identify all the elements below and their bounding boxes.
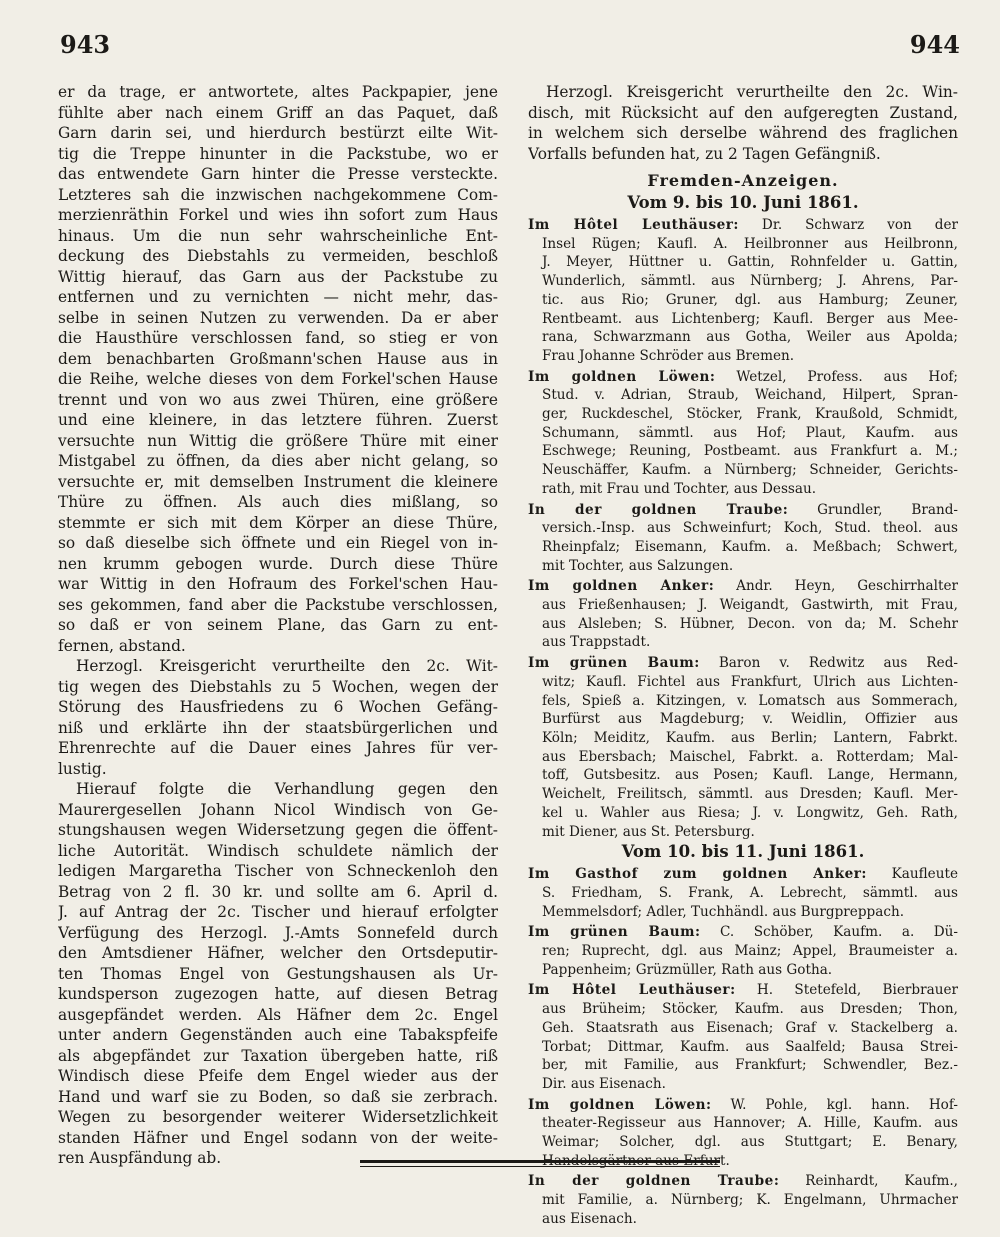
text-line: das entwendete Garn hinter die Presse versteckte. xyxy=(58,165,498,183)
text-line: so daß dieselbe sich öffnete und ein Riegel von in- xyxy=(58,534,498,552)
text-line: Neuschäffer, Kaufm. a Nürnberg; Schneider, Gerichts- xyxy=(542,462,958,479)
text-line: liche Autorität. Windisch schuldete nämlich der xyxy=(58,841,498,860)
text-line: Störung des Hausfriedens zu 6 Wochen Gefäng- xyxy=(58,698,498,716)
text-line: dem benachbarten Großmann'schen Hause aus in xyxy=(58,349,498,368)
paragraph xyxy=(58,82,498,656)
page-number-left: 943 xyxy=(60,30,111,59)
text-line: Maurergesellen Johann Nicol Windisch von Ge- xyxy=(58,800,498,819)
hotel-entry xyxy=(528,501,958,576)
hotel-entry-first-line: In der goldnen Traube: Grundler, Brand- xyxy=(528,501,958,518)
text-line: Betrag von 2 fl. 30 kr. und sollte am 6. April d. xyxy=(58,882,498,901)
text-line: so daß er von seinem Plane, das Garn zu ent- xyxy=(58,616,498,634)
hotel-name: Im grünen Baum: xyxy=(528,924,701,941)
text-line: Handelsgärtner aus Erfurt. xyxy=(542,1152,730,1169)
text-line: S. Friedham, S. Frank, A. Lebrecht, sämmtl. aus xyxy=(542,884,958,901)
text-line: Garn darin sei, und hierdurch bestürzt eilte Wit- xyxy=(58,124,498,142)
text-line: Köln; Meiditz, Kaufm. aus Berlin; Lantern, Fabrkt. xyxy=(542,729,958,746)
date-range-heading: Vom 9. bis 10. Juni 1861. xyxy=(627,193,859,212)
page-number-right: 944 xyxy=(909,30,960,59)
text-line: versuchte er, mit demselben Instrument die kleinere xyxy=(58,472,498,491)
hotel-name: Im goldnen Löwen: xyxy=(528,368,716,385)
text-line: stemmte er sich mit dem Körper an diese Thüre, xyxy=(58,513,498,532)
text-line: Hand und warf sie zu Boden, so daß sie zerbrach. xyxy=(58,1087,498,1106)
text-line: aus Brüheim; Stöcker, Kaufm. aus Dresden; Thon, xyxy=(542,1001,958,1018)
text-line: ber, mit Familie, aus Frankfurt; Schwendler, Bez.- xyxy=(542,1057,958,1074)
hotel-name: Im goldnen Anker: xyxy=(528,578,715,595)
text-line: entfernen und zu vernichten — nicht mehr, das- xyxy=(58,288,498,306)
text-line: ausgepfändet werden. Als Häfner dem 2c. Engel xyxy=(58,1005,498,1024)
text-line: und eine kleinere, in das letztere führen. Zuerst xyxy=(58,411,498,429)
text-line: Verfügung des Herzogl. J.-Amts Sonnefeld durch xyxy=(58,923,498,942)
text-line: hinaus. Um die nun sehr wahrscheinliche Ent- xyxy=(58,226,498,245)
text-line: fernen, abstand. xyxy=(58,636,186,655)
text-line: merzienräthin Forkel und wies ihn sofort zum Haus xyxy=(58,206,498,224)
text-line: Herzogl. Kreisgericht verurtheilte den 2c. Win- xyxy=(546,83,958,101)
text-line: Geh. Staatsrath aus Eisenach; Graf v. Stackelberg a. xyxy=(542,1019,958,1036)
text-line: Letzteres sah die inzwischen nachgekommene Com- xyxy=(58,185,498,204)
section-heading: Fremden-Anzeigen. xyxy=(647,171,839,190)
hotel-entry xyxy=(528,654,958,841)
text-line: mit Tochter, aus Salzungen. xyxy=(542,557,734,574)
text-line: fels, Spieß a. Kitzingen, v. Lomatsch aus Sommerach, xyxy=(542,692,958,709)
hotel-name: Im Hôtel Leuthäuser: xyxy=(528,982,736,999)
text-line: Windisch diese Pfeife dem Engel wieder aus der xyxy=(58,1067,498,1085)
date-range-heading: Vom 10. bis 11. Juni 1861. xyxy=(621,842,865,862)
text-line: lustig. xyxy=(58,759,107,778)
text-line: er da trage, er antwortete, altes Packpapier, jene xyxy=(58,83,498,101)
hotel-entry-first-line: Im goldnen Löwen: Wetzel, Profess. aus Hof; xyxy=(528,368,958,385)
hotel-entry-first-line: Im grünen Baum: C. Schöber, Kaufm. a. Dü- xyxy=(528,924,958,941)
text-line: Pappenheim; Grüzmüller, Rath aus Gotha. xyxy=(542,961,833,978)
text-line: Weichelt, Freilitsch, sämmtl. aus Dresden; Kaufl. Mer- xyxy=(542,786,958,803)
text-line: die Hausthüre verschlossen fand, so stieg er von xyxy=(58,329,498,347)
hotel-name: Im goldnen Löwen: xyxy=(528,1096,712,1113)
text-line: aus Eisenach. xyxy=(542,1210,637,1227)
text-line: rath, mit Frau und Tochter, aus Dessau. xyxy=(542,480,817,497)
text-line: Memmelsdorf; Adler, Tuchhändl. aus Burgpreppach. xyxy=(542,903,905,920)
text-line: Burfürst aus Magdeburg; v. Weidlin, Offizier aus xyxy=(542,711,958,728)
hotel-entry xyxy=(528,923,958,979)
text-line: Insel Rügen; Kaufl. A. Heilbronner aus Heilbronn, xyxy=(542,235,958,252)
text-line: aus Alsleben; S. Hübner, Decon. von da; M. Schehr xyxy=(542,615,958,632)
text-line: Mistgabel zu öffnen, da dies aber nicht gelang, so xyxy=(58,452,498,470)
hotel-entry-first-line: Im Hôtel Leuthäuser: H. Stetefeld, Bierbrauer xyxy=(528,982,958,999)
hotel-entry-first-line: Im Hôtel Leuthäuser: Dr. Schwarz von der xyxy=(528,217,958,233)
text-line: ledigen Margaretha Tischer von Schneckenloh den xyxy=(58,862,498,880)
text-line: selbe in seinen Nutzen zu verwenden. Da er aber xyxy=(58,308,498,327)
left-column xyxy=(58,82,498,1169)
text-line: tig wegen des Diebstahls zu 5 Wochen, wegen der xyxy=(58,677,498,696)
paragraph xyxy=(58,656,498,779)
text-line: Wittig hierauf, das Garn aus der Packstube zu xyxy=(58,267,498,286)
text-line: Wunderlich, sämmtl. aus Nürnberg; J. Ahrens, Par- xyxy=(542,273,958,290)
text-line: versuchte nun Wittig die größere Thüre mit einer xyxy=(58,431,498,450)
text-line: Herzogl. Kreisgericht verurtheilte den 2c. Wit- xyxy=(76,657,498,675)
text-line: die Reihe, welche dieses von dem Forkel'schen Hause xyxy=(58,370,498,388)
text-line: Thüre zu öffnen. Als auch dies mißlang, so xyxy=(58,493,498,511)
text-line: den Amtsdiener Häfner, welcher den Ortsdeputir- xyxy=(58,944,498,962)
hotel-entry xyxy=(528,216,958,366)
text-line: ren; Ruprecht, dgl. aus Mainz; Appel, Braumeister a. xyxy=(542,943,958,960)
paragraph xyxy=(58,779,498,1169)
text-line: nen krumm gebogen wurde. Durch diese Thüre xyxy=(58,554,498,573)
text-line: kel u. Wahler aus Riesa; J. v. Longwitz, Geh. Rath, xyxy=(542,804,958,821)
hotel-entry-first-line: Im grünen Baum: Baron v. Redwitz aus Red- xyxy=(528,655,958,672)
hotel-name: Im Gasthof zum goldnen Anker: xyxy=(528,866,867,883)
text-line: tic. aus Rio; Gruner, dgl. aus Hamburg; Zeuner, xyxy=(542,291,958,308)
text-line: aus Ebersbach; Maischel, Fabrkt. a. Rotterdam; Mal- xyxy=(542,748,958,765)
hotel-name: In der goldnen Traube: xyxy=(528,1173,780,1190)
hotel-entry xyxy=(528,865,958,921)
hotel-entry xyxy=(528,368,958,499)
hotel-entry-first-line: Im goldnen Anker: Andr. Heyn, Geschirrhalter xyxy=(528,578,958,595)
text-line: standen Häfner und Engel sodann von der weite- xyxy=(58,1128,498,1147)
text-line: Torbat; Dittmar, Kaufm. aus Saalfeld; Bausa Strei- xyxy=(542,1038,958,1055)
text-line: Wegen zu besorgender weiterer Widersetzlichkeit xyxy=(58,1108,498,1126)
text-line: toff, Gutsbesitz. aus Posen; Kaufl. Lange, Hermann, xyxy=(542,767,958,784)
text-line: niß und erklärte ihn der staatsbürgerlichen und xyxy=(58,718,498,737)
text-line: Frau Johanne Schröder aus Bremen. xyxy=(542,347,795,364)
text-line: tig die Treppe hinunter in die Packstube, wo er xyxy=(58,144,498,163)
text-line: stungshausen wegen Widersetzung gegen die öffent- xyxy=(58,821,498,839)
text-line: in welchem sich derselbe während des fraglichen xyxy=(528,124,958,142)
text-line: kundsperson zugezogen hatte, auf diesen Betrag xyxy=(58,985,498,1003)
hotel-entry xyxy=(528,577,958,652)
text-line: J. auf Antrag der 2c. Tischer und hierauf erfolgter xyxy=(58,903,498,921)
text-line: Vorfalls befunden hat, zu 2 Tagen Gefängniß. xyxy=(528,144,881,163)
text-line: Rheinpfalz; Eisemann, Kaufm. a. Meßbach; Schwert, xyxy=(542,538,958,555)
text-line: aus Frießenhausen; J. Weigandt, Gastwirth, mit Frau, xyxy=(542,597,958,614)
text-line: ses gekommen, fand aber die Packstube verschlossen, xyxy=(58,595,498,614)
text-line: unter andern Gegenständen auch eine Tabakspfeife xyxy=(58,1026,498,1044)
text-line: Rentbeamt. aus Lichtenberg; Kaufl. Berger aus Mee- xyxy=(542,310,958,327)
hotel-name: Im grünen Baum: xyxy=(528,655,700,672)
text-line: versich.-Insp. aus Schweinfurt; Koch, Stud. theol. aus xyxy=(542,520,958,537)
text-line: aus Trappstadt. xyxy=(542,634,651,651)
text-line: war Wittig in den Hofraum des Forkel'schen Hau- xyxy=(58,575,498,593)
text-line: ren Auspfändung ab. xyxy=(58,1149,222,1167)
hotel-entry xyxy=(528,981,958,1093)
hotel-entry-first-line: In der goldnen Traube: Reinhardt, Kaufm., xyxy=(528,1173,958,1190)
text-line: Ehrenrechte auf die Dauer eines Jahres für ver- xyxy=(58,739,498,757)
text-line: als abgepfändet zur Taxation übergeben hatte, riß xyxy=(58,1046,498,1065)
text-line: ten Thomas Engel von Gestungshausen als Ur- xyxy=(58,964,498,983)
text-line: Hierauf folgte die Verhandlung gegen den xyxy=(76,780,498,798)
hotel-entry-first-line: Im Gasthof zum goldnen Anker: Kaufleute xyxy=(528,866,958,883)
right-column xyxy=(528,82,958,1229)
text-line: Schumann, sämmtl. aus Hof; Plaut, Kaufm. aus xyxy=(542,424,958,441)
text-line: fühlte aber nach einem Griff an das Paquet, daß xyxy=(58,103,498,122)
text-line: witz; Kaufl. Fichtel aus Frankfurt, Ulrich aus Lichten- xyxy=(542,673,958,690)
end-rule xyxy=(360,1160,720,1167)
hotel-name: Im Hôtel Leuthäuser: xyxy=(528,217,739,233)
text-line: Eschwege; Reuning, Postbeamt. aus Frankfurt a. M.; xyxy=(542,443,958,460)
text-line: Stud. v. Adrian, Straub, Weichand, Hilpert, Spran- xyxy=(542,387,958,404)
text-line: Dir. aus Eisenach. xyxy=(542,1075,666,1092)
text-line: mit Familie, a. Nürnberg; K. Engelmann, Uhrmacher xyxy=(542,1192,958,1209)
text-line: theater-Regisseur aus Hannover; A. Hille, Kaufm. aus xyxy=(542,1115,958,1132)
text-line: rana, Schwarzmann aus Gotha, Weiler aus Apolda; xyxy=(542,329,958,346)
hotel-name: In der goldnen Traube: xyxy=(528,501,789,518)
text-line: J. Meyer, Hüttner u. Gattin, Rohnfelder u. Gattin, xyxy=(542,254,958,271)
hotel-entry-first-line: Im goldnen Löwen: W. Pohle, kgl. hann. Hof- xyxy=(528,1096,958,1113)
text-line: Weimar; Solcher, dgl. aus Stuttgart; E. Benary, xyxy=(542,1134,958,1151)
text-line: deckung des Diebstahls zu vermeiden, beschloß xyxy=(58,247,498,265)
text-line: trennt und von wo aus zwei Thüren, eine größere xyxy=(58,390,498,409)
text-line: disch, mit Rücksicht auf den aufgeregten Zustand, xyxy=(528,103,958,122)
text-line: ger, Ruckdeschel, Stöcker, Frank, Kraußold, Schmidt, xyxy=(542,406,958,423)
hotel-entry xyxy=(528,1172,958,1228)
verdict-paragraph xyxy=(528,82,958,164)
text-line: mit Diener, aus St. Petersburg. xyxy=(542,823,755,840)
